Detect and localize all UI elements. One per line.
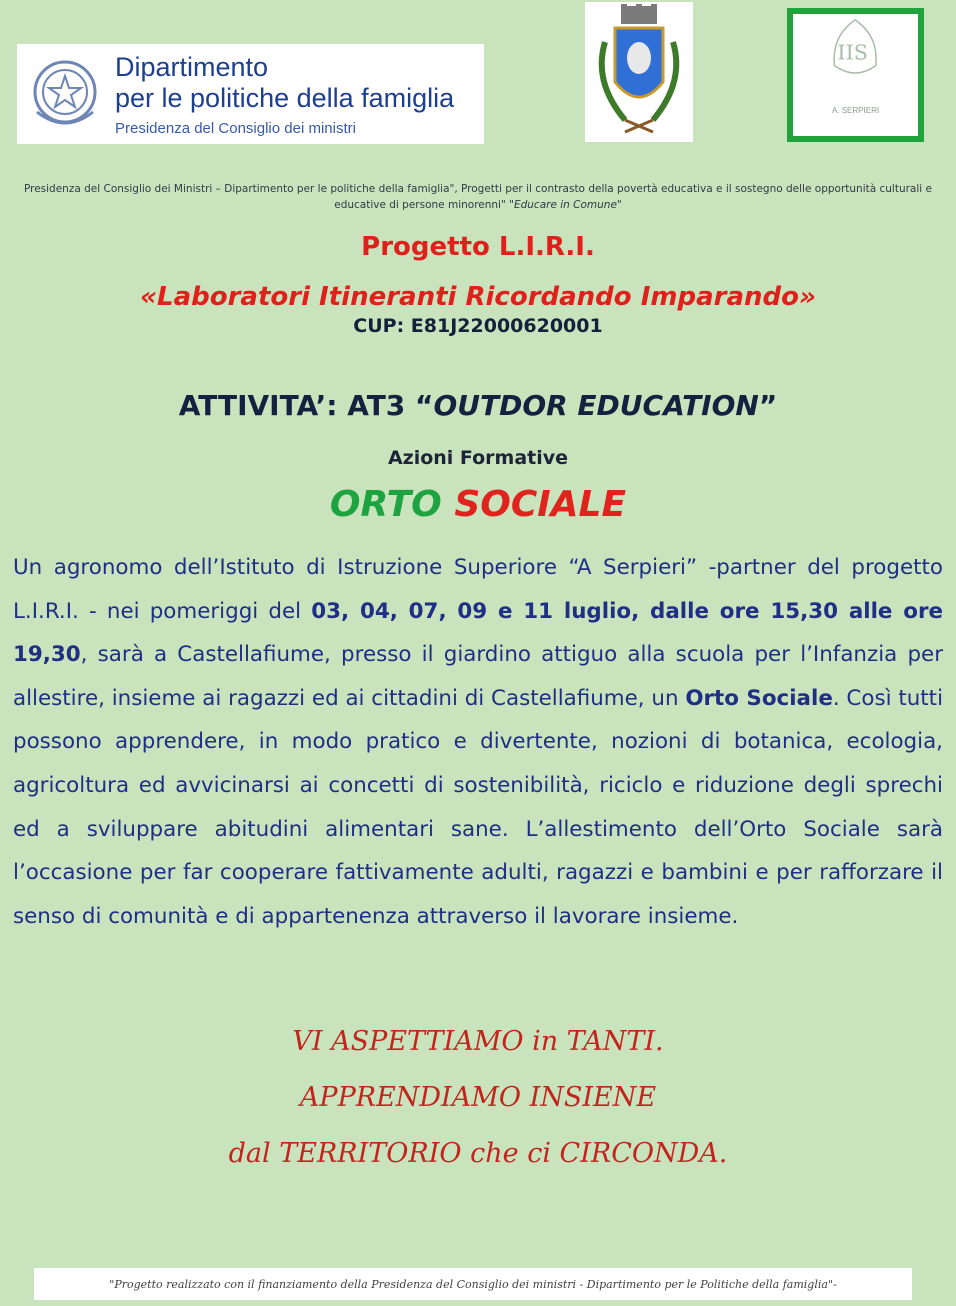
- headline-word1: ORTO: [329, 484, 442, 525]
- funding-note-program: "Educare in Comune": [509, 199, 622, 211]
- school-logo-text: A. SERPIERI: [831, 106, 880, 115]
- body-paragraph: [13, 546, 943, 938]
- section-label: Azioni Formative: [387, 447, 569, 469]
- dept-logo-line3: Presidenza del Consiglio dei ministri: [115, 119, 356, 137]
- headline: [0, 484, 956, 525]
- body-text-3: . Così tutti possono apprendere, in modo pratico e divertente, nozioni di botanica, ecologia, agricoltura ed avvicinarsi ai concetti di sostenibilità, riciclo e riduzione degli sprechi ed a sviluppare abitudini alimentari sane. L’allestimento dell’Orto Sociale sarà l’occasione per far cooperare fattivamente adulti, ragazzi e bambini e per rafforzare il senso di comunità e di appartenenza attraverso il lavorare insieme.: [13, 685, 944, 929]
- body-text-1: Un agronomo dell’Istituto di Istruzione Superiore “A Serpieri” -partner del progetto L.I.R.I. - nei pomeriggi del: [13, 555, 943, 624]
- project-title: Progetto L.I.R.I.: [361, 232, 595, 262]
- department-logo: [17, 44, 484, 144]
- school-logo: [787, 8, 924, 142]
- dept-logo-line1: Dipartimento: [115, 51, 269, 82]
- slogan-line1: VI ASPETTIAMO in TANTI.: [292, 1026, 664, 1057]
- activity-prefix: ATTIVITA’: AT3 “: [178, 389, 434, 422]
- municipal-crest-icon: [585, 2, 693, 142]
- body-orto-sociale: Orto Sociale: [685, 685, 833, 711]
- activity-suffix: ”: [758, 389, 778, 422]
- cup-code: CUP: E81J22000620001: [353, 315, 603, 337]
- slogan-line3: dal TERRITORIO che ci CIRCONDA.: [228, 1138, 728, 1169]
- funding-note-text: Presidenza del Consiglio dei Ministri – Dipartimento per le politiche della famiglia", Progetti per il contrasto della povertà educativa e il sostegno delle opportunità culturali e educative di persone minorenni": [23, 183, 933, 211]
- leaf-emblem-icon: [793, 14, 918, 104]
- body-text-2: , sarà a Castellafiume, presso il giardino attiguo alla scuola per l’Infanzia per allestire, insieme ai ragazzi ed ai cittadini di Castellafiume, un: [13, 642, 943, 711]
- dept-logo-line2: per le politiche della famiglia: [115, 82, 455, 113]
- footer-note: [34, 1268, 912, 1300]
- svg-text:IIS: IIS: [837, 40, 868, 65]
- activity-heading: [0, 389, 956, 422]
- funding-note: [10, 181, 946, 213]
- project-subtitle: «Laboratori Itineranti Ricordando Imparando»: [140, 282, 816, 312]
- italian-emblem-icon: [23, 52, 107, 136]
- footer-text: "Progetto realizzato con il finanziamento della Presidenza del Consiglio dei ministri - Dipartimento per le Politiche della famiglia"-: [109, 1277, 837, 1291]
- headline-word2: SOCIALE: [454, 484, 627, 525]
- slogan-line2: APPRENDIAMO INSIENE: [299, 1082, 657, 1113]
- activity-name: OUTDOR EDUCATION: [433, 389, 759, 422]
- body-dates: 03, 04, 07, 09 e 11 luglio, dalle ore 15,30 alle ore 19,30: [13, 598, 944, 668]
